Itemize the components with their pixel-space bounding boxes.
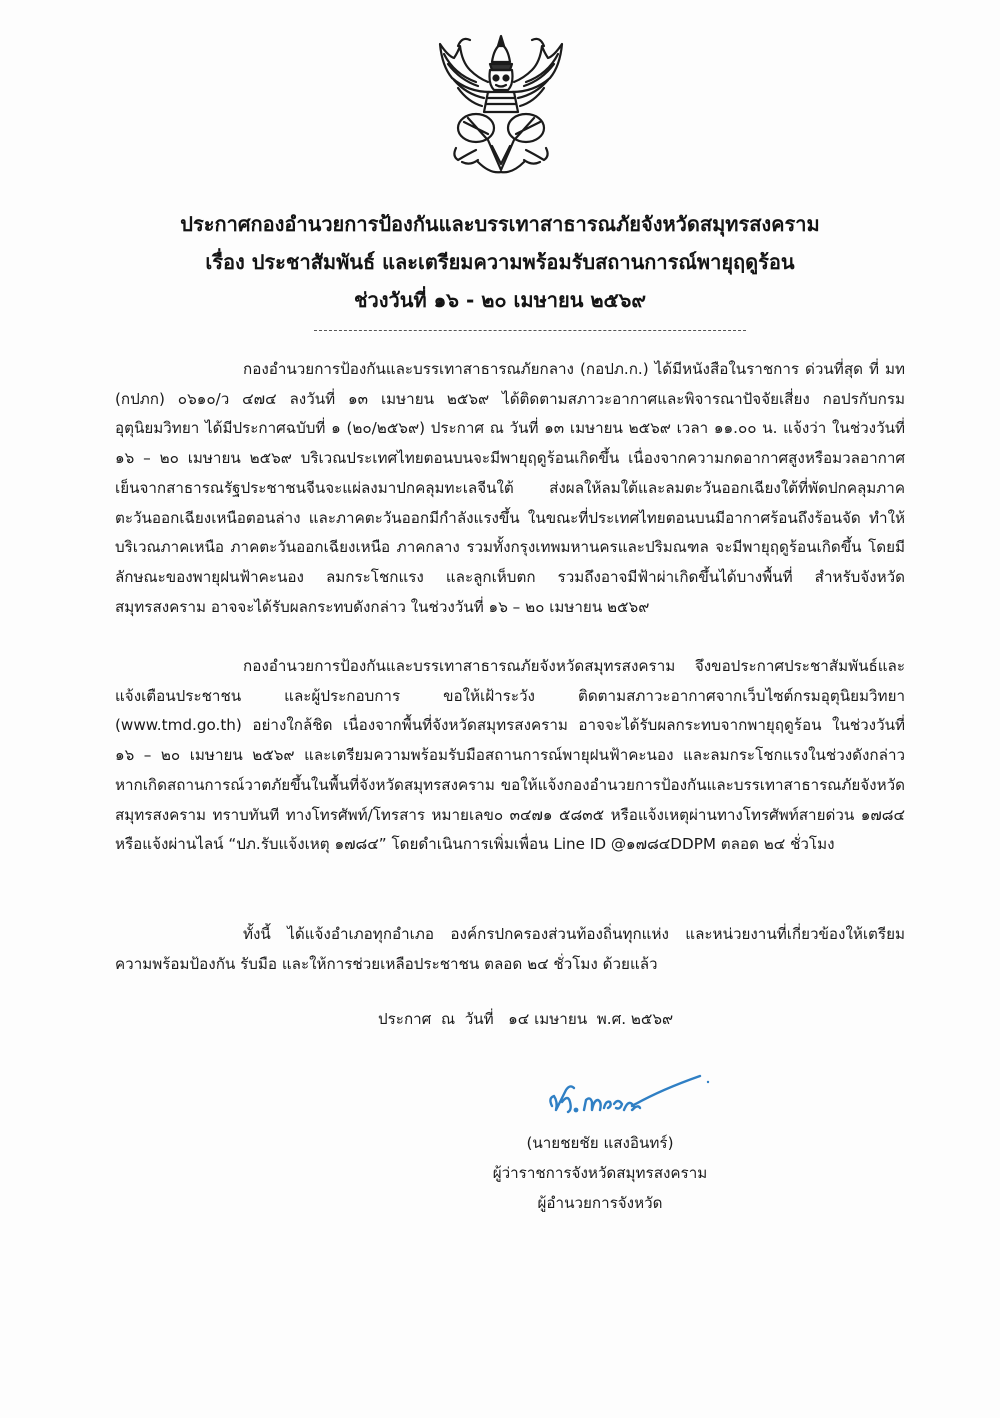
announcement-title [0, 205, 1000, 319]
signatory-position: ผู้ว่าราชการจังหวัดสมุทรสงคราม [492, 1164, 708, 1182]
paragraph-text: กองอำนวยการป้องกันและบรรเทาสาธารณภัยจังหวัดสมุทรสงคราม จึงขอประกาศประชาสัมพันธ์และแจ้งเตือนประชาชน และผู้ประกอบการ ขอให้เฝ้าระวัง ติดตามสภาวะอากาศจากเว็บไซต์กรมอุตุนิยมวิทยา (www.tmd.go.th) อย่างใกล้ชิด เนื่องจากพื้นที่จังหวัดสมุทรสงคราม อาจจะได้รับผลกระทบจากพายุฤดูร้อน ในช่วงวันที่ ๑๖ – ๒๐ เมษายน ๒๕๖๙ และเตรียมความพร้อมรับมือสถานการณ์พายุฝนฟ้าคะนอง และลมกระโชกแรงในช่วงดังกล่าว หากเกิดสถานการณ์วาตภัยขึ้นในพื้นที่จังหวัดสมุทรสงคราม ขอให้แจ้งกองอำนวยการป้องกันและบรรเทาสาธารณภัยจังหวัดสมุทรสงคราม ทราบทันที ทางโทรศัพท์/โทรสาร หมายเลข๐ ๓๔๗๑ ๕๘๓๕ หรือแจ้งเหตุผ่านทางโทรศัพท์สายด่วน ๑๗๘๔ หรือแจ้งผ่านไลน์ “ปภ.รับแจ้งเหตุ ๑๗๘๔” โดยดำเนินการเพิ่มเพื่อน Line ID @๑๗๘๔DDPM ตลอด ๒๔ ชั่วโมง [115, 657, 905, 854]
signatory-block [440, 1128, 760, 1218]
paragraph-closing [115, 920, 905, 979]
title-line-organization: ประกาศกองอำนวยการป้องกันและบรรเทาสาธารณภัยจังหวัดสมุทรสงคราม [180, 212, 820, 236]
title-line-subject: เรื่อง ประชาสัมพันธ์ และเตรียมความพร้อมรับสถานการณ์พายุฤดูร้อน [205, 250, 795, 274]
signature-icon [540, 1072, 720, 1122]
paragraph-background [115, 355, 905, 622]
paragraph-warning [115, 652, 905, 860]
title-divider [314, 330, 746, 331]
paragraph-text: ทั้งนี้ ได้แจ้งอำเภอทุกอำเภอ องค์กรปกครองส่วนท้องถิ่นทุกแห่ง และหน่วยงานที่เกี่ยวข้องให้เตรียมความพร้อมป้องกัน รับมือ และให้การช่วยเหลือประชาชน ตลอด ๒๔ ชั่วโมง ด้วยแล้ว [115, 925, 905, 973]
title-line-period: ช่วงวันที่ ๑๖ - ๒๐ เมษายน ๒๕๖๙ [353, 288, 647, 312]
announcement-date: ประกาศ ณ วันที่ ๑๔ เมษายน พ.ศ. ๒๕๖๙ [378, 1010, 674, 1028]
signatory-role: ผู้อำนวยการจังหวัด [537, 1194, 663, 1212]
paragraph-text: กองอำนวยการป้องกันและบรรเทาสาธารณภัยกลาง (กอปภ.ก.) ได้มีหนังสือในราชการ ด่วนที่สุด ที่ มท (กปภก) ๐๖๑๐/ว ๔๗๔ ลงวันที่ ๑๓ เมษายน ๒๕๖๙ ได้ติดตามสภาวะอากาศและพิจารณาปัจจัยเสี่ยง กอปรกับกรมอุตุนิยมวิทยา ได้มีประกาศฉบับที่ ๑ (๒๐/๒๕๖๙) ประกาศ ณ วันที่ ๑๓ เมษายน ๒๕๖๙ เวลา ๑๑.๐๐ น. แจ้งว่า ในช่วงวันที่ ๑๖ – ๒๐ เมษายน ๒๕๖๙ บริเวณประเทศไทยตอนบนจะมีพายุฤดูร้อนเกิดขึ้น เนื่องจากความกดอากาศสูงหรือมวลอากาศเย็นจากสาธารณรัฐประชาชนจีนจะแผ่ลงมาปกคลุมทะเลจีนใต้ ส่งผลให้ลมใต้และลมตะวันออกเฉียงใต้ที่พัดปกคลุมภาคตะวันออกเฉียงเหนือตอนล่าง และภาคตะวันออกมีกำลังแรงขึ้น ในขณะที่ประเทศไทยตอนบนมีอากาศร้อนถึงร้อนจัด ทำให้บริเวณภาคเหนือ ภาคตะวันออกเฉียงเหนือ ภาคกลาง รวมทั้งกรุงเทพมหานครและปริมณฑล จะมีพายุฤดูร้อนเกิดขึ้น โดยมีลักษณะของพายุฝนฟ้าคะนอง ลมกระโชกแรง และลูกเห็บตก รวมถึงอาจมีฟ้าผ่าเกิดขึ้นได้บางพื้นที่ สำหรับจังหวัดสมุทรสงคราม อาจจะได้รับผลกระทบดังกล่าว ในช่วงวันที่ ๑๖ – ๒๐ เมษายน ๒๕๖๙ [115, 360, 905, 616]
garuda-emblem-icon [418, 22, 584, 188]
signatory-name: (นายชยชัย แสงอินทร์) [526, 1134, 674, 1152]
